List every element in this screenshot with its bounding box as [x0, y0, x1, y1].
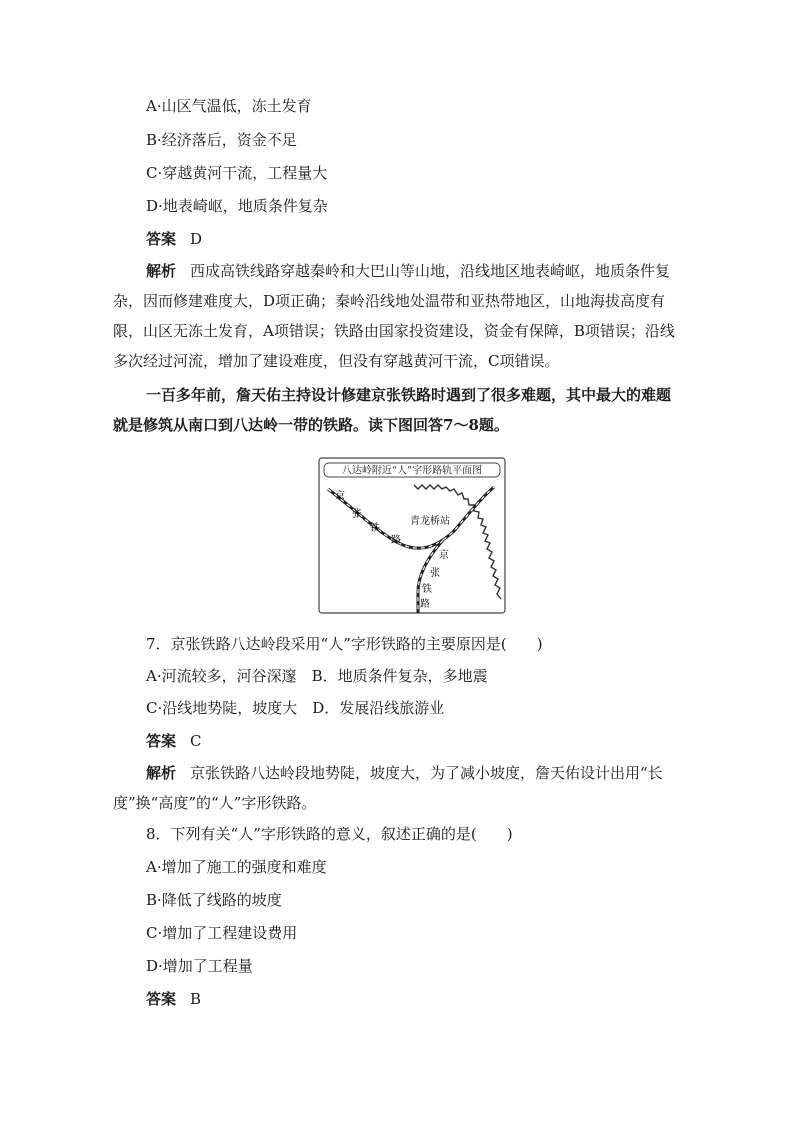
answer-value: D — [190, 230, 203, 248]
rail-lower-char-2: 张 — [430, 568, 440, 579]
figure-title: 八达岭附近“人”字形路轨平面图 — [341, 465, 483, 477]
q8-option-a: A·增加了施工的强度和难度 — [146, 858, 327, 876]
railway-map — [318, 457, 506, 614]
analysis-text: 京张铁路八达岭段地势陡，坡度大，为了减小坡度，詹天佑设计出用“长度”换“高度”的“人”字形铁路。 — [113, 764, 663, 812]
q6-option-c: C·穿越黄河干流，工程量大 — [146, 164, 328, 182]
analysis-text: 西成高铁线路穿越秦岭和大巴山等山地，沿线地区地表崎岖，地质条件复杂，因而修建难度大，D项正确；秦岭沿线地处温带和亚热带地区，山地海拔高度有限，山区无冻土发育，A项错误；铁路由国家投资建设，资金有保障，B项错误；沿线多次经过河流，增加了建设难度，但没有穿越黄河干流，C项错误。 — [113, 262, 675, 370]
rail-lower-char-4: 路 — [420, 599, 430, 610]
analysis-label: 解析 — [146, 764, 177, 782]
answer-value: C — [190, 732, 202, 750]
analysis-label: 解析 — [146, 262, 177, 280]
q6-answer — [146, 229, 202, 249]
rail-upper-char-2: 张 — [352, 509, 362, 520]
station-label: 青龙桥站 — [410, 516, 450, 527]
answer-label: 答案 — [146, 230, 177, 248]
answer-label: 答案 — [146, 732, 177, 750]
q8-option-d: D·增加了工程量 — [146, 957, 253, 975]
q7-stem: 7．京张铁路八达岭段采用“人”字形铁路的主要原因是( ) — [146, 635, 543, 653]
q7-answer — [146, 731, 202, 751]
answer-value: B — [190, 990, 202, 1008]
q6-analysis — [113, 256, 683, 376]
q8-stem: 8．下列有关“人”字形铁路的意义，叙述正确的是( ) — [146, 825, 513, 843]
q8-option-b: B·降低了线路的坡度 — [146, 891, 282, 909]
q6-option-d: D·地表崎岖，地质条件复杂 — [146, 197, 328, 215]
rail-upper-char-3: 铁 — [370, 523, 380, 534]
q6-option-a: A·山区气温低，冻土发育 — [146, 97, 312, 115]
figure-intro: 一百多年前，詹天佑主持设计修建京张铁路时遇到了很多难题，其中最大的难题就是修筑从南口到八达岭一带的铁路。读下图回答7～8题。 — [113, 386, 672, 434]
q8-answer — [146, 989, 201, 1009]
railway-map-figure — [318, 457, 506, 614]
rail-lower-char-1: 京 — [439, 550, 449, 561]
rail-upper-char-4: 路 — [391, 535, 401, 546]
q7-options-row2: C·沿线地势陡，坡度大 D．发展沿线旅游业 — [146, 699, 445, 717]
q6-option-b: B·经济落后，资金不足 — [146, 131, 297, 149]
q7-options-row1: A·河流较多，河谷深邃 B．地质条件复杂，多地震 — [146, 667, 488, 685]
q8-option-c: C·增加了工程建设费用 — [146, 924, 298, 942]
rail-upper-char-1: 京 — [335, 491, 345, 502]
answer-label: 答案 — [146, 990, 177, 1008]
rail-lower-char-3: 铁 — [422, 584, 432, 595]
q7-analysis — [113, 758, 683, 818]
